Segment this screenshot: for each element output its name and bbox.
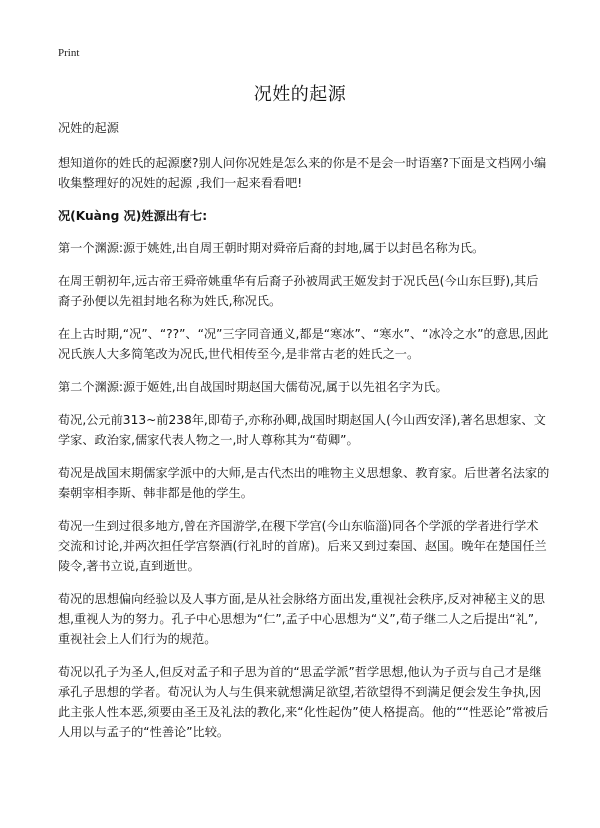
article-subtitle: 况姓的起源: [58, 121, 119, 135]
paragraph: 第二个渊源:源于姬姓,出自战国时期赵国大儒荀况,属于以先祖名字为氏。: [58, 380, 448, 394]
paragraph: 荀况,公元前313~前238年,即荀子,亦称孙卿,战国时期赵国人(今山西安泽),著名思想家、文学家、政治家,儒家代表人物之一,时人尊称其为“荀卿”。: [58, 413, 546, 447]
paragraph: 荀况一生到过很多地方,曾在齐国游学,在稷下学宫(今山东临淄)同各个学派的学者进行学术交流和讨论,并两次担任学宫祭酒(行礼时的首席)。后来又到过秦国、赵国。晚年在楚国任兰陵令,著书立说,直到逝世。: [58, 519, 547, 573]
paragraph: 在周王朝初年,远古帝王舜帝姚重华有后裔子孙被周武王姬发封于况氏邑(今山东巨野),其后裔子孙便以先祖封地名称为姓氏,称况氏。: [58, 274, 539, 308]
print-label: Print: [58, 47, 80, 59]
paragraph: 荀况以孔子为圣人,但反对孟子和子思为首的“思孟学派”哲学思想,他认为子贡与自己才是继承孔子思想的学者。荀况认为人与生俱来就想满足欲望,若欲望得不到满足便会发生争执,因此主张人性本恶,须要由圣王及礼法的教化,来“化性起伪”使人格提高。他的““性恶论”常被后人用以与孟子的“性善论”比较。: [58, 665, 549, 739]
paragraph: 荀况的思想偏向经验以及人事方面,是从社会脉络方面出发,重视社会秩序,反对神秘主义的思想,重视人为的努力。孔子中心思想为“仁”,孟子中心思想为“义”,荀子继二人之后提出“礼”,重视社会上人们行为的规范。: [58, 592, 545, 646]
paragraph: 第一个渊源:源于姚姓,出自周王朝时期对舜帝后裔的封地,属于以封邑名称为氏。: [58, 241, 485, 255]
paragraph: 在上古时期,“况”、“??”、“况”三字同音通义,都是“寒冰”、“寒水”、“冰冷之水”的意思,因此况氏族人大多简笔改为况氏,世代相传至今,是非常古老的姓氏之一。: [58, 327, 549, 361]
paragraph: 荀况是战国末期儒家学派中的大师,是古代杰出的唯物主义思想象、教育家。后世著名法家的秦朝宰相李斯、韩非都是他的学生。: [58, 466, 550, 500]
page-title: 况姓的起源: [253, 84, 347, 105]
article-body: [58, 118, 550, 755]
intro-paragraph: 想知道你的姓氏的起源麽?别人问你况姓是怎么来的你是不是会一时语塞?下面是文档网小编收集整理好的况姓的起源 ,我们一起来看看吧!: [58, 156, 547, 190]
section-heading: 况(Kuàng 况)姓源出有七:: [58, 209, 208, 223]
